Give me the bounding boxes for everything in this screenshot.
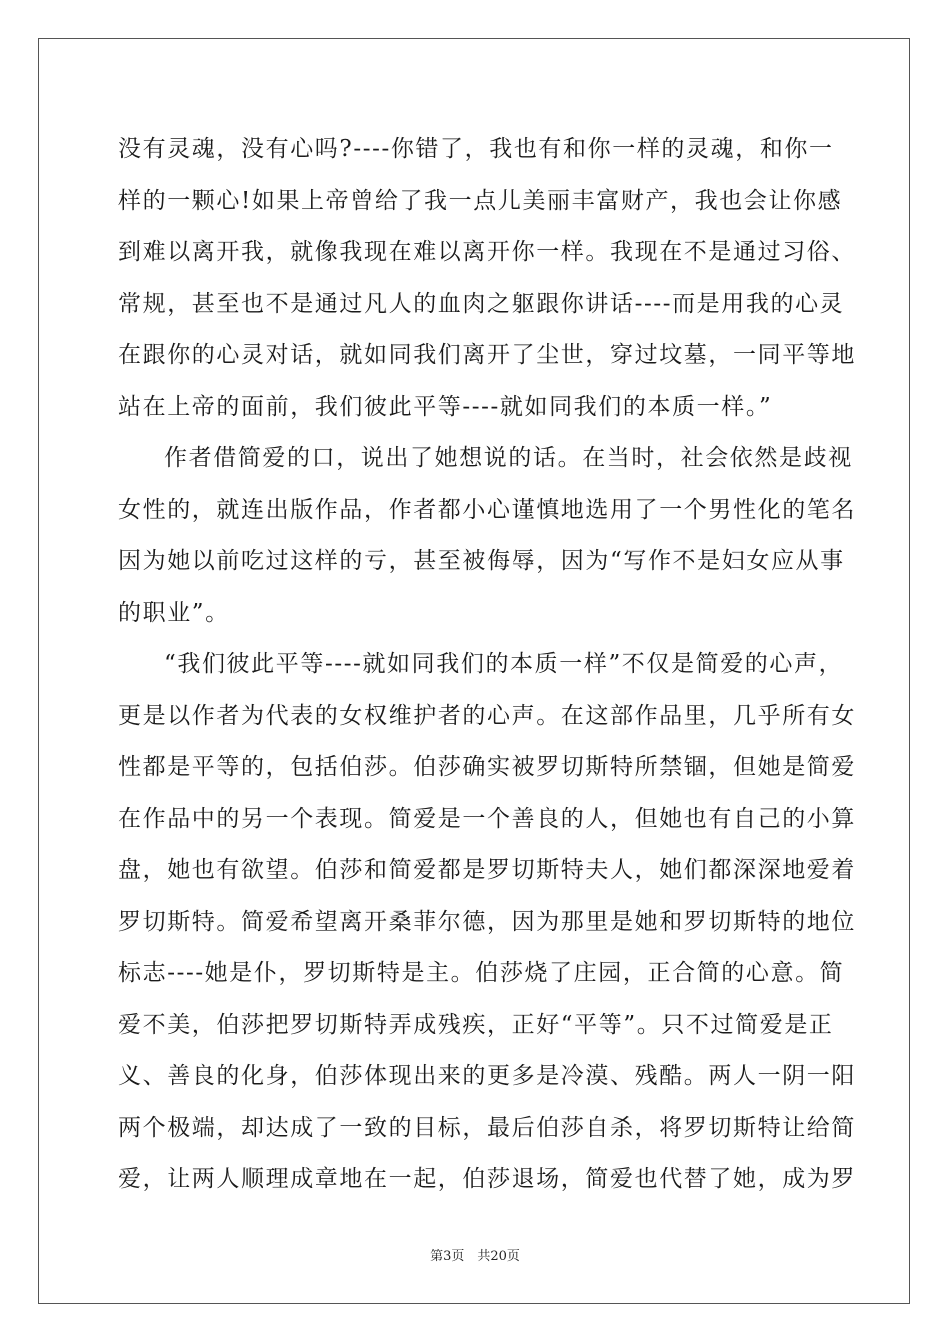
text-line: 到难以离开我，就像我现在难以离开你一样。我现在不是通过习俗、 [118,239,856,265]
text-line: 爱，让两人顺理成章地在一起，伯莎退场，简爱也代替了她，成为罗 [118,1166,856,1192]
text-line: 盘，她也有欲望。伯莎和简爱都是罗切斯特夫人，她们都深深地爱着 [118,857,856,883]
text-line: 更是以作者为代表的女权维护者的心声。在这部作品里，几乎所有女 [118,702,856,729]
text-line: 的职业”。 [118,599,230,626]
text-line: 标志----她是仆，罗切斯特是主。伯莎烧了庄园，正合简的心意。简 [118,960,845,986]
text-line: 在作品中的另一个表现。简爱是一个善良的人，但她也有自己的小算 [118,805,856,832]
text-line: 罗切斯特。简爱希望离开桑菲尔德，因为那里是她和罗切斯特的地位 [118,908,856,935]
page-number-footer: 第3页 共20页 [430,1249,520,1264]
text-line: “我们彼此平等----就如同我们的本质一样”不仅是简爱的心声， [164,651,844,677]
text-line: 女性的，就连出版作品，作者都小心谨慎地选用了一个男性化的笔名 [118,496,856,523]
text-line: 爱不美，伯莎把罗切斯特弄成残疾，正好“平等”。只不过简爱是正 [118,1011,834,1038]
text-line: 在跟你的心灵对话，就如同我们离开了尘世，穿过坟墓，一同平等地 [118,342,856,368]
text-line: 性都是平等的，包括伯莎。伯莎确实被罗切斯特所禁锢，但她是简爱 [118,754,856,780]
text-line: 没有灵魂，没有心吗?----你错了，我也有和你一样的灵魂，和你一 [118,136,834,162]
text-line: 样的一颗心!如果上帝曾给了我一点儿美丽丰富财产，我也会让你感 [118,187,843,214]
text-line: 作者借简爱的口，说出了她想说的话。在当时，社会依然是歧视 [164,445,853,471]
document-body [118,124,856,1206]
text-line: 常规，甚至也不是通过凡人的血肉之躯跟你讲话----而是用我的心灵 [118,290,845,317]
text-line: 两个极端，却达成了一致的目标，最后伯莎自杀，将罗切斯特让给简 [118,1114,856,1141]
text-line: 站在上帝的面前，我们彼此平等----就如同我们的本质一样。” [118,393,773,420]
text-line: 因为她以前吃过这样的亏，甚至被侮辱，因为“写作不是妇女应从事 [118,548,845,574]
text-line: 义、善良的化身，伯莎体现出来的更多是冷漠、残酷。两人一阴一阳 [118,1063,856,1089]
